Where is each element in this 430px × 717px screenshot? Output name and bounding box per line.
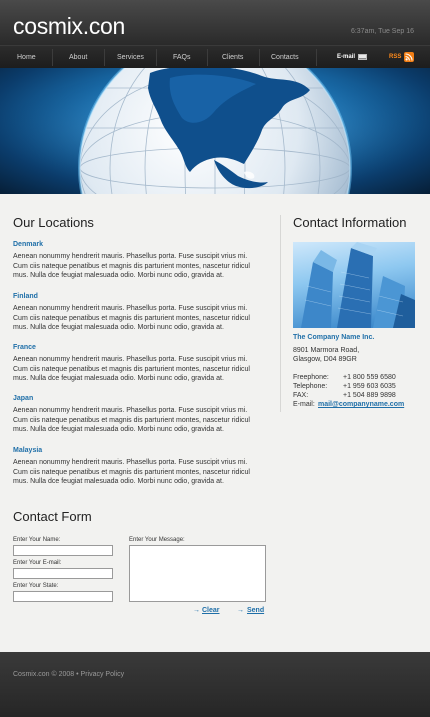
date-time: 6:37am, Tue Sep 16 (350, 28, 414, 35)
header-bar (0, 0, 430, 45)
location-text (13, 355, 273, 384)
state-input[interactable] (13, 591, 113, 602)
footer-copyright[interactable]: Cosmix.con © 2008 • Privacy Policy (13, 671, 125, 678)
location-name[interactable]: Finland (13, 293, 38, 300)
nav-services[interactable]: Services (117, 54, 144, 61)
nav-contacts[interactable]: Contacts (271, 54, 299, 61)
column-divider (280, 215, 281, 412)
locations-title: Our Locations (13, 215, 94, 230)
contact-info-title: Contact Information (293, 215, 407, 230)
text-line: Cum ciis nateque penatibus et magnis dis parturient montes, nascetur ridicul (13, 416, 250, 424)
name-label: Enter Your Name: (13, 537, 61, 543)
state-label: Enter Your State: (13, 583, 59, 589)
fax-label: FAX: (293, 392, 309, 399)
globe-banner (0, 68, 430, 194)
nav-faqs[interactable]: FAQs (173, 54, 191, 61)
text-line: mus. Nulla dce feugiat malesuada odio. Morbi nunc odio, gravida at. (13, 426, 224, 434)
site-logo[interactable]: cosmix.con (13, 13, 126, 39)
nav-home[interactable]: Home (17, 54, 36, 61)
location-text (13, 252, 273, 281)
text-line: Aenean nonummy hendrerit mauris. Phasellus porta. Fuse suscipit vrius mi. (13, 356, 248, 363)
nav-clients[interactable]: Clients (222, 54, 244, 61)
text-line: Aenean nonummy hendrerit mauris. Phasellus porta. Fuse suscipit vrius mi. (13, 407, 248, 414)
telephone-label: Telephone: (293, 383, 328, 390)
location-text (13, 304, 273, 333)
fax-value: +1 504 889 9898 (343, 392, 396, 399)
email-address-link[interactable]: mail@companyname.com (318, 401, 405, 408)
message-label: Enter Your Message: (129, 537, 185, 543)
message-textarea[interactable] (129, 545, 266, 602)
arrow-right-icon: → (193, 607, 200, 614)
location-name[interactable]: Japan (13, 395, 34, 402)
name-input[interactable] (13, 545, 113, 556)
location-name[interactable]: Denmark (13, 241, 43, 248)
arrow-right-icon: → (237, 607, 244, 614)
address-line: Glasgow, D04 89GR (293, 356, 357, 363)
text-line: Cum ciis nateque penatibus et magnis dis parturient montes, nascetur ridicul (13, 262, 250, 270)
freephone-value: +1 800 559 6580 (343, 374, 396, 381)
text-line: Aenean nonummy hendrerit mauris. Phasellus porta. Fuse suscipit vrius mi. (13, 305, 248, 312)
address-line: 8901 Marmora Road, (293, 347, 360, 354)
footer (0, 652, 430, 717)
globe-illustration (0, 68, 430, 194)
nav-divider (259, 49, 260, 66)
text-line: mus. Nulla dce feugiat malesuada odio. Morbi nunc odio, gravida at. (13, 478, 224, 486)
text-line: Cum ciis nateque penatibus et magnis dis parturient montes, nascetur ridicul (13, 314, 250, 322)
email-label: E-mail: (293, 401, 315, 408)
text-line: mus. Nulla dce feugiat malesuada odio. Morbi nunc odio, gravida at. (13, 272, 224, 280)
nav-divider (316, 49, 317, 66)
contact-form-title: Contact Form (13, 509, 92, 524)
telephone-value: +1 959 603 6035 (343, 383, 396, 390)
text-line: Cum ciis nateque penatibus et magnis dis parturient montes, nascetur ridicul (13, 365, 250, 373)
nav-about[interactable]: About (69, 54, 88, 61)
email-link[interactable]: E-mail (337, 54, 356, 60)
text-line: mus. Nulla dce feugiat malesuada odio. Morbi nunc odio, gravida at. (13, 375, 224, 383)
text-line: mus. Nulla dce feugiat malesuada odio. Morbi nunc odio, gravida at. (13, 324, 224, 332)
envelope-icon[interactable] (358, 54, 367, 60)
text-line: Aenean nonummy hendrerit mauris. Phasellus porta. Fuse suscipit vrius mi. (13, 459, 248, 466)
building-photo (293, 242, 415, 328)
location-name[interactable]: Malaysia (13, 447, 43, 454)
freephone-label: Freephone: (293, 374, 329, 381)
clear-button[interactable]: Clear (202, 607, 220, 614)
rss-icon[interactable] (404, 52, 414, 62)
text-line: Cum ciis nateque penatibus et magnis dis parturient montes, nascetur ridicul (13, 468, 250, 476)
nav-divider (52, 49, 53, 66)
location-name[interactable]: France (13, 344, 36, 351)
text-line: Aenean nonummy hendrerit mauris. Phasellus porta. Fuse suscipit vrius mi. (13, 253, 248, 260)
nav-divider (104, 49, 105, 66)
location-text (13, 406, 273, 435)
email-input[interactable] (13, 568, 113, 579)
location-text (13, 458, 273, 487)
send-button[interactable]: Send (247, 607, 265, 614)
rss-link[interactable]: RSS (389, 54, 402, 60)
email-label: Enter Your E-mail: (13, 560, 62, 566)
nav-divider (207, 49, 208, 66)
company-name: The Company Name Inc. (293, 334, 375, 341)
main-nav (0, 45, 430, 68)
nav-divider (156, 49, 157, 66)
